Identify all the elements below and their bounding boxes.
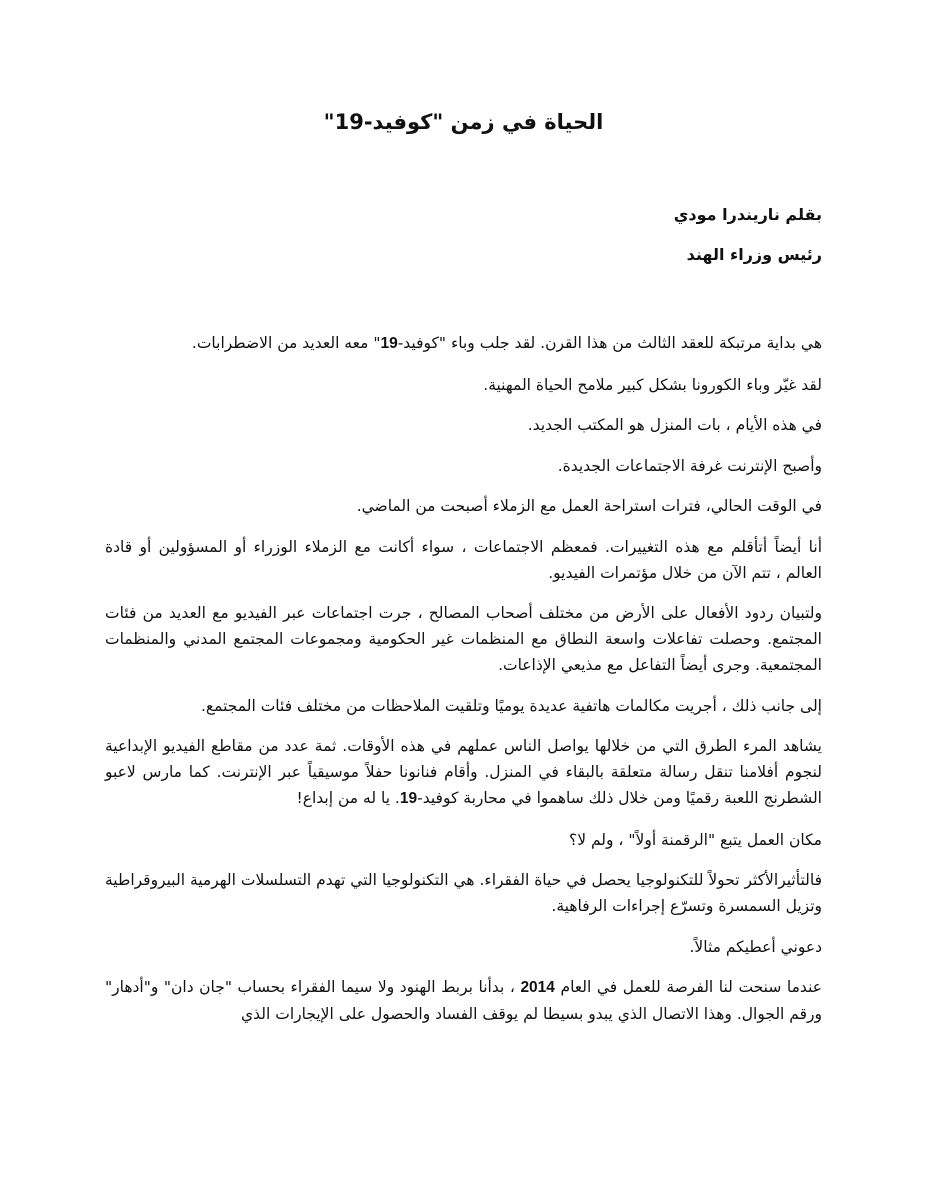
paragraph: دعوني أعطيكم مثالاً.: [689, 937, 822, 956]
paragraph: مكان العمل يتبع "الرقمنة أولاً" ، ولم لا؟: [568, 830, 822, 849]
document-title: الحياة في زمن "كوفيد-19": [323, 110, 604, 134]
document-body: [105, 330, 822, 1042]
paragraph: لقد غيّر وباء الكورونا بشكل كبير ملامح الحياة المهنية.: [483, 375, 822, 394]
paragraph: في هذه الأيام ، بات المنزل هو المكتب الجديد.: [527, 416, 822, 434]
paragraph: يشاهد المرء الطرق التي من خلالها يواصل الناس عملهم في هذه الأوقات. ثمة عدد من مقاطع الفيديو الإبداعية لنجوم أفلامنا تنقل رسالة متعلقة بالبقاء في المنزل. وأقام فنانونا حفلاً موسيقياً عبر الإنترنت. كما مارس لاعبو الشطرنج اللعبة رقميًا ومن خلال ذلك ساهموا في محاربة كوفيد-19. يا له من إبداع!: [105, 737, 822, 807]
paragraph: إلى جانب ذلك ، أجريت مكالمات هاتفية عديدة يوميًا وتلقيت الملاحظات من مختلف فئات المجتمع.: [200, 696, 822, 715]
paragraph: في الوقت الحالي، فترات استراحة العمل مع الزملاء أصبحت من الماضي.: [356, 497, 822, 515]
author-role: رئيس وزراء الهند: [686, 245, 822, 264]
paragraph: أنا أيضاً أتأقلم مع هذه التغييرات. فمعظم الاجتماعات ، سواء أكانت مع الزملاء الوزراء أو المسؤولين أو قادة العالم ، تتم الآن من خلال مؤتمرات الفيديو.: [105, 537, 822, 582]
paragraph: فالتأثيرالأكثر تحولاً للتكنولوجيا يحصل في حياة الفقراء. هي التكنولوجيا التي تهدم التسلسلات الهرمية البيروقراطية وتزيل السمسرة وتسرّع إجراءات الرفاهية.: [105, 871, 822, 915]
paragraph: وأصبح الإنترنت غرفة الاجتماعات الجديدة.: [557, 456, 822, 475]
paragraph: عندما سنحت لنا الفرصة للعمل في العام 2014 ، بدأنا بربط الهنود ولا سيما الفقراء بحساب "جان دان" و"أدهار" ورقم الجوال. وهذا الاتصال الذي يبدو بسيطا لم يوقف الفساد والحصول على الإيجارات الذي: [105, 978, 822, 1023]
number-text: 2014: [520, 979, 555, 996]
paragraph: هي بداية مرتبكة للعقد الثالث من هذا القرن. لقد جلب وباء "كوفيد-19" معه العديد من الاضطرابات.: [191, 334, 822, 352]
number-text: 19: [399, 790, 418, 807]
paragraph: ولتبيان ردود الأفعال على الأرض من مختلف أصحاب المصالح ، جرت اجتماعات عبر الفيديو مع العديد من فئات المجتمع. وحصلت تفاعلات واسعة النطاق مع المنظمات غير الحكومية ومجموعات المجتمع المدني والمنظمات المجتمعية. وجرى أيضاً التفاعل مع مذيعي الإذاعات.: [105, 604, 822, 674]
number-text: 19: [380, 335, 398, 352]
author-line: بقلم ناريندرا مودي: [673, 205, 822, 224]
